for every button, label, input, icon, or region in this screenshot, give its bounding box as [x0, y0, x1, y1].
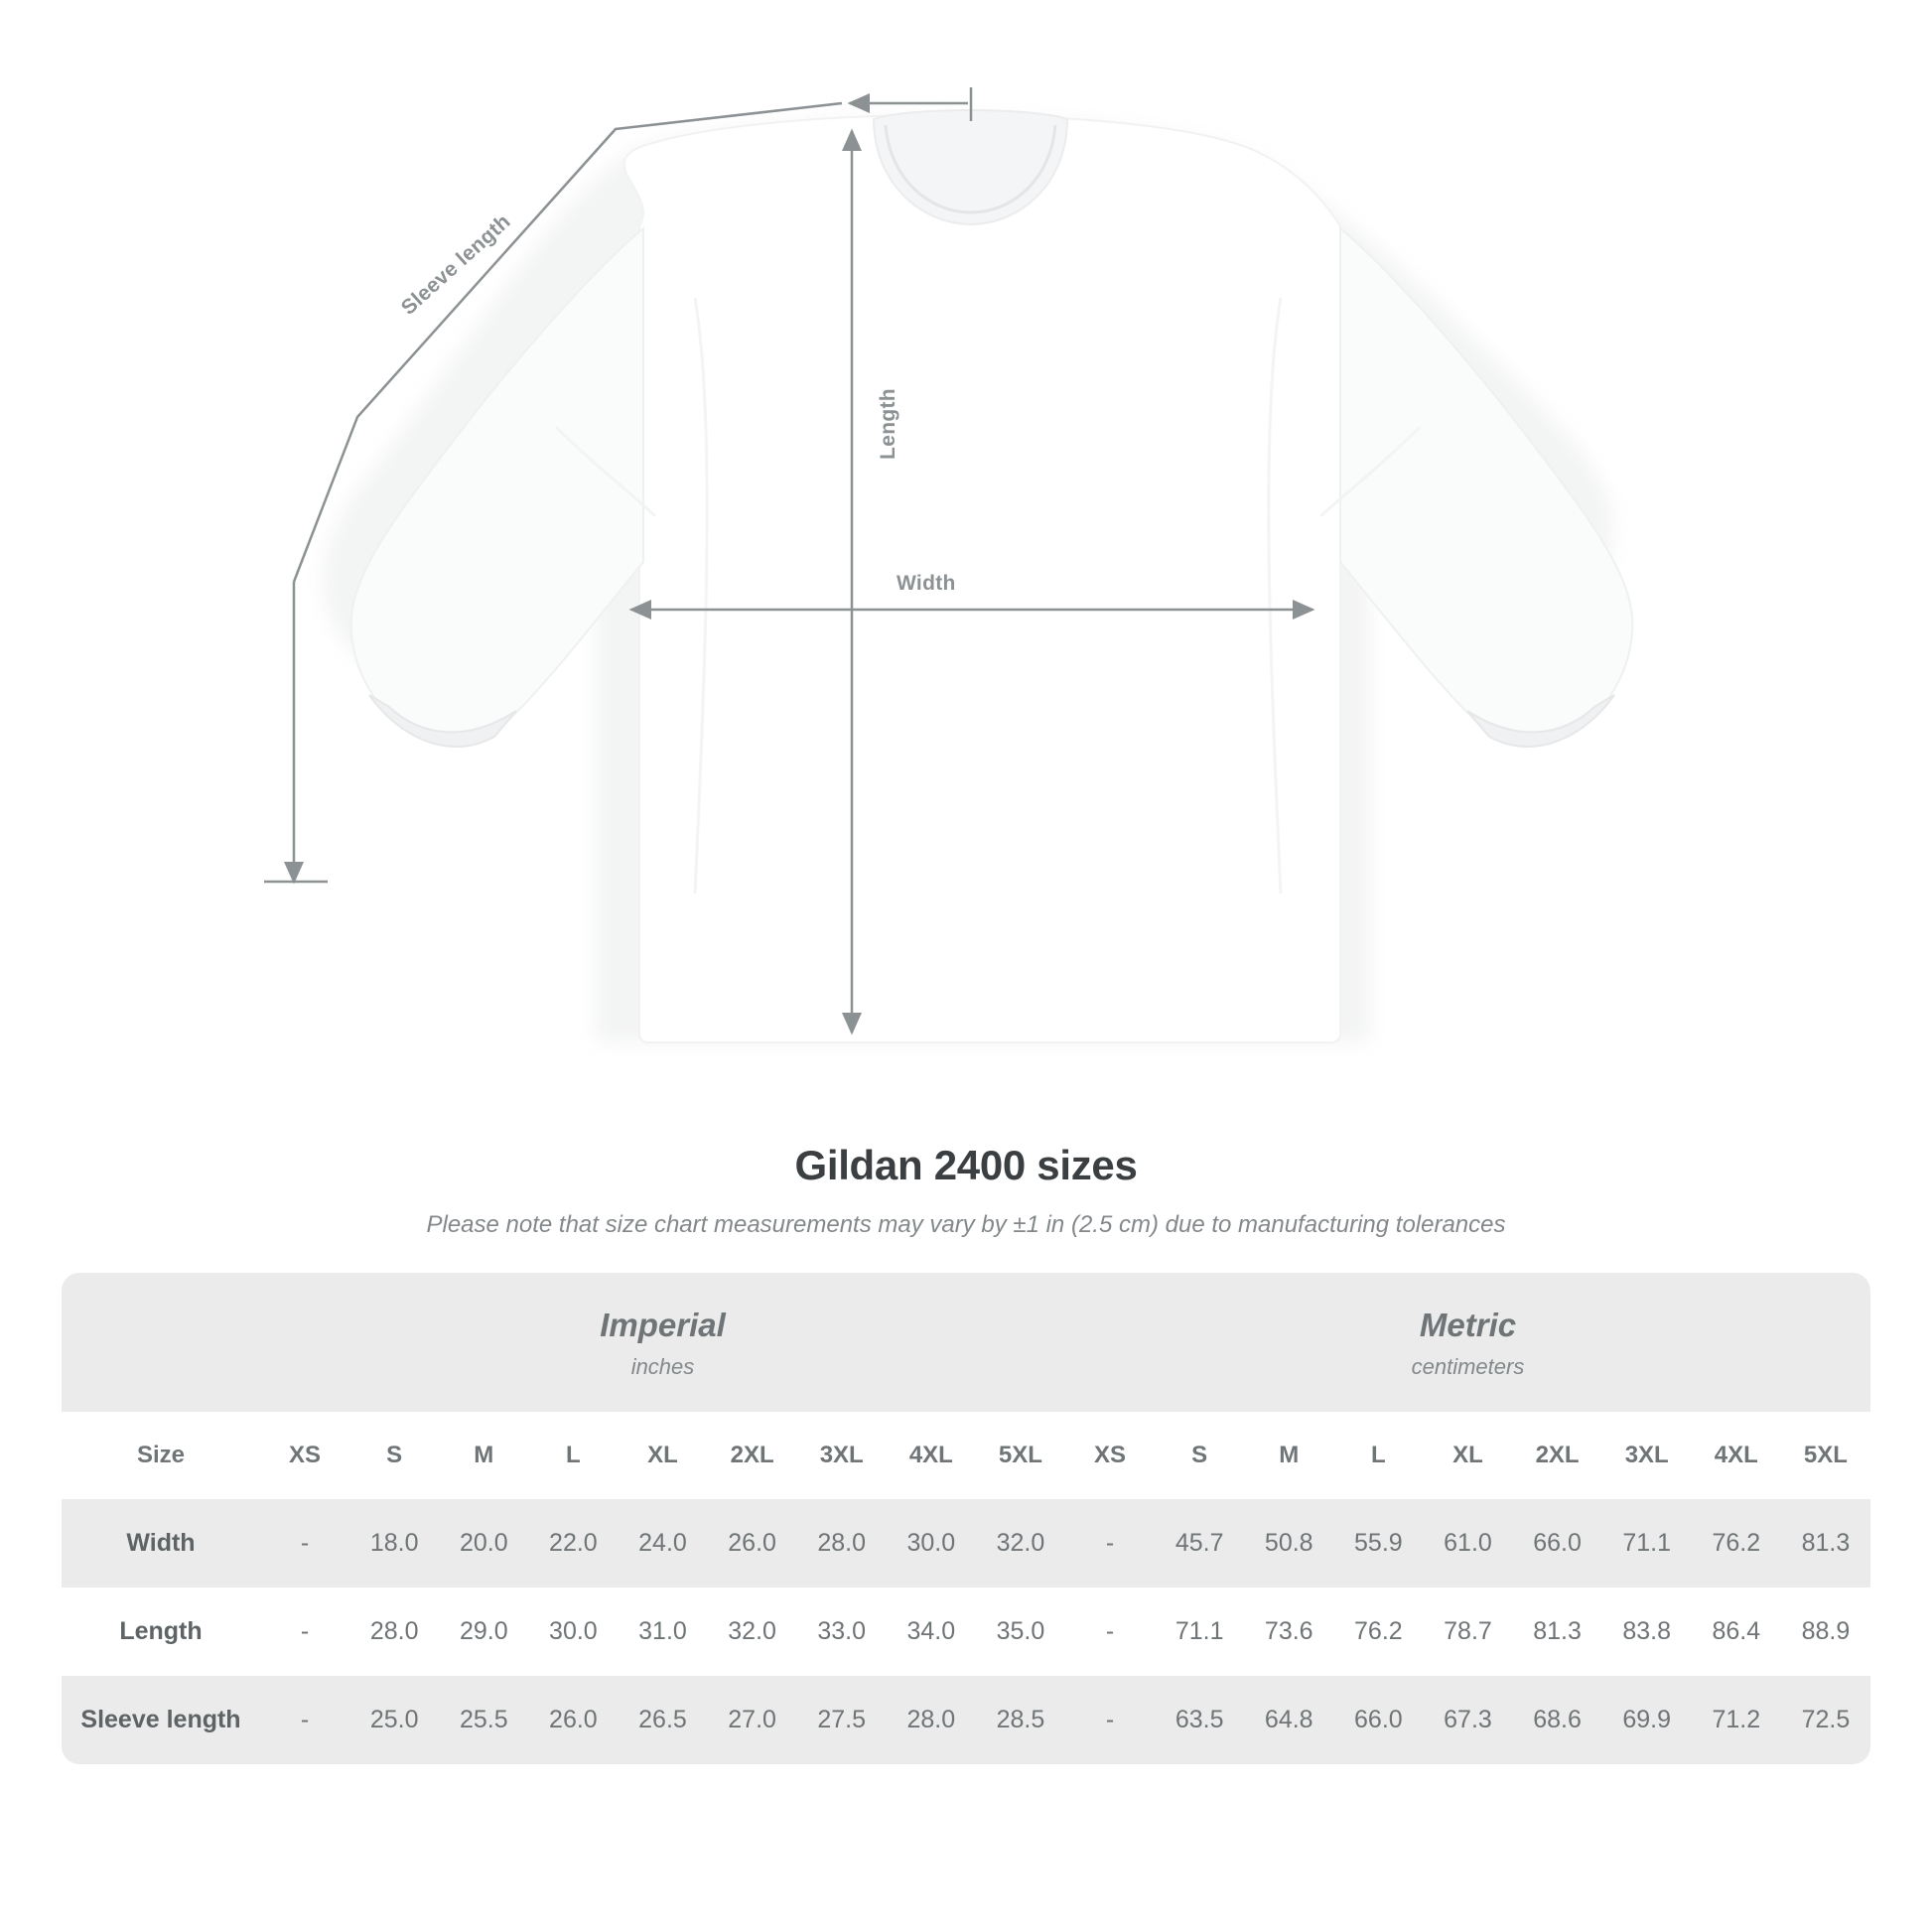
cell-length-imperial-xl: 31.0 [618, 1587, 707, 1676]
size-header-row [62, 1412, 1870, 1499]
cell-width-metric-s: 45.7 [1155, 1499, 1244, 1587]
cell-length-metric-xl: 78.7 [1423, 1587, 1512, 1676]
cell-width-imperial-5xl: 32.0 [976, 1499, 1065, 1587]
size-col-metric-3xl: 3XL [1602, 1412, 1692, 1499]
cell-sleeve-metric-5xl: 72.5 [1781, 1676, 1870, 1764]
cell-width-imperial-s: 18.0 [349, 1499, 439, 1587]
cell-length-imperial-l: 30.0 [528, 1587, 618, 1676]
cell-sleeve-metric-s: 63.5 [1155, 1676, 1244, 1764]
size-table-head [62, 1273, 1870, 1499]
sleeve-length-label: Sleeve length [396, 209, 515, 320]
size-col-imperial-m: M [439, 1412, 528, 1499]
cell-width-imperial-4xl: 30.0 [887, 1499, 976, 1587]
cell-width-metric-m: 50.8 [1244, 1499, 1333, 1587]
cell-length-metric-s: 71.1 [1155, 1587, 1244, 1676]
length-label: Length [876, 388, 899, 460]
page-title: Gildan 2400 sizes [794, 1142, 1138, 1188]
cell-length-imperial-3xl: 33.0 [797, 1587, 887, 1676]
size-col-metric-l: L [1333, 1412, 1423, 1499]
size-col-imperial-2xl: 2XL [708, 1412, 797, 1499]
cell-width-metric-2xl: 66.0 [1513, 1499, 1602, 1587]
size-col-metric-2xl: 2XL [1513, 1412, 1602, 1499]
size-col-metric-m: M [1244, 1412, 1333, 1499]
table-row-length [62, 1587, 1870, 1676]
row-label-width: Width [62, 1499, 260, 1587]
table-row-sleeve-length [62, 1676, 1870, 1764]
cell-length-imperial-s: 28.0 [349, 1587, 439, 1676]
cell-sleeve-imperial-4xl: 28.0 [887, 1676, 976, 1764]
cell-sleeve-metric-3xl: 69.9 [1602, 1676, 1692, 1764]
size-col-imperial-3xl: 3XL [797, 1412, 887, 1499]
cell-sleeve-imperial-xl: 26.5 [618, 1676, 707, 1764]
cell-width-imperial-m: 20.0 [439, 1499, 528, 1587]
cell-sleeve-metric-2xl: 68.6 [1513, 1676, 1602, 1764]
cell-sleeve-metric-xl: 67.3 [1423, 1676, 1512, 1764]
cell-length-metric-2xl: 81.3 [1513, 1587, 1602, 1676]
unit-group-imperial-name: Imperial [600, 1307, 726, 1343]
size-col-imperial-l: L [528, 1412, 618, 1499]
cell-sleeve-imperial-xs: - [260, 1676, 349, 1764]
cell-length-imperial-2xl: 32.0 [708, 1587, 797, 1676]
cell-sleeve-imperial-l: 26.0 [528, 1676, 618, 1764]
size-table-body [62, 1499, 1870, 1764]
unit-row-spacer [62, 1273, 260, 1412]
size-header-cell: Size [62, 1412, 260, 1499]
cell-length-metric-5xl: 88.9 [1781, 1587, 1870, 1676]
size-col-metric-xs: XS [1065, 1412, 1155, 1499]
cell-width-metric-xs: - [1065, 1499, 1155, 1587]
cell-length-imperial-xs: - [260, 1587, 349, 1676]
cell-length-imperial-4xl: 34.0 [887, 1587, 976, 1676]
unit-group-metric-name: Metric [1419, 1307, 1517, 1343]
cell-length-metric-4xl: 86.4 [1692, 1587, 1781, 1676]
cell-width-imperial-xs: - [260, 1499, 349, 1587]
size-col-imperial-5xl: 5XL [976, 1412, 1065, 1499]
cell-width-metric-l: 55.9 [1333, 1499, 1423, 1587]
unit-group-metric [1065, 1273, 1870, 1412]
cell-width-imperial-xl: 24.0 [618, 1499, 707, 1587]
cell-length-metric-xs: - [1065, 1587, 1155, 1676]
size-table [62, 1273, 1870, 1764]
cell-sleeve-metric-xs: - [1065, 1676, 1155, 1764]
cell-sleeve-metric-4xl: 71.2 [1692, 1676, 1781, 1764]
cell-sleeve-imperial-2xl: 27.0 [708, 1676, 797, 1764]
size-col-imperial-4xl: 4XL [887, 1412, 976, 1499]
width-label: Width [897, 572, 956, 595]
size-col-metric-xl: XL [1423, 1412, 1512, 1499]
cell-length-metric-m: 73.6 [1244, 1587, 1333, 1676]
cell-width-metric-4xl: 76.2 [1692, 1499, 1781, 1587]
cell-sleeve-imperial-3xl: 27.5 [797, 1676, 887, 1764]
size-col-imperial-s: S [349, 1412, 439, 1499]
size-col-metric-4xl: 4XL [1692, 1412, 1781, 1499]
size-col-metric-5xl: 5XL [1781, 1412, 1870, 1499]
row-label-sleeve-length: Sleeve length [62, 1676, 260, 1764]
size-col-imperial-xl: XL [618, 1412, 707, 1499]
cell-width-metric-3xl: 71.1 [1602, 1499, 1692, 1587]
cell-width-imperial-l: 22.0 [528, 1499, 618, 1587]
cell-length-imperial-5xl: 35.0 [976, 1587, 1065, 1676]
cell-sleeve-imperial-5xl: 28.5 [976, 1676, 1065, 1764]
unit-group-imperial-sub: inches [630, 1354, 695, 1379]
row-label-length: Length [62, 1587, 260, 1676]
unit-group-imperial [260, 1273, 1065, 1412]
table-row-width [62, 1499, 1870, 1587]
cell-length-imperial-m: 29.0 [439, 1587, 528, 1676]
cell-sleeve-imperial-s: 25.0 [349, 1676, 439, 1764]
cell-sleeve-metric-m: 64.8 [1244, 1676, 1333, 1764]
size-table-wrapper [0, 1273, 1932, 1764]
cell-sleeve-imperial-m: 25.5 [439, 1676, 528, 1764]
size-col-imperial-xs: XS [260, 1412, 349, 1499]
cell-width-imperial-3xl: 28.0 [797, 1499, 887, 1587]
cell-width-metric-5xl: 81.3 [1781, 1499, 1870, 1587]
size-col-metric-s: S [1155, 1412, 1244, 1499]
cell-length-metric-3xl: 83.8 [1602, 1587, 1692, 1676]
chart-disclaimer: Please note that size chart measurements may vary by ±1 in (2.5 cm) due to manufacturing tolerances [426, 1211, 1506, 1238]
cell-width-imperial-2xl: 26.0 [708, 1499, 797, 1587]
unit-group-row [62, 1273, 1870, 1412]
chart-heading-block [0, 1142, 1932, 1239]
cell-width-metric-xl: 61.0 [1423, 1499, 1512, 1587]
cell-sleeve-metric-l: 66.0 [1333, 1676, 1423, 1764]
unit-group-metric-sub: centimeters [1411, 1354, 1525, 1379]
cell-length-metric-l: 76.2 [1333, 1587, 1423, 1676]
garment-body [624, 115, 1340, 1042]
